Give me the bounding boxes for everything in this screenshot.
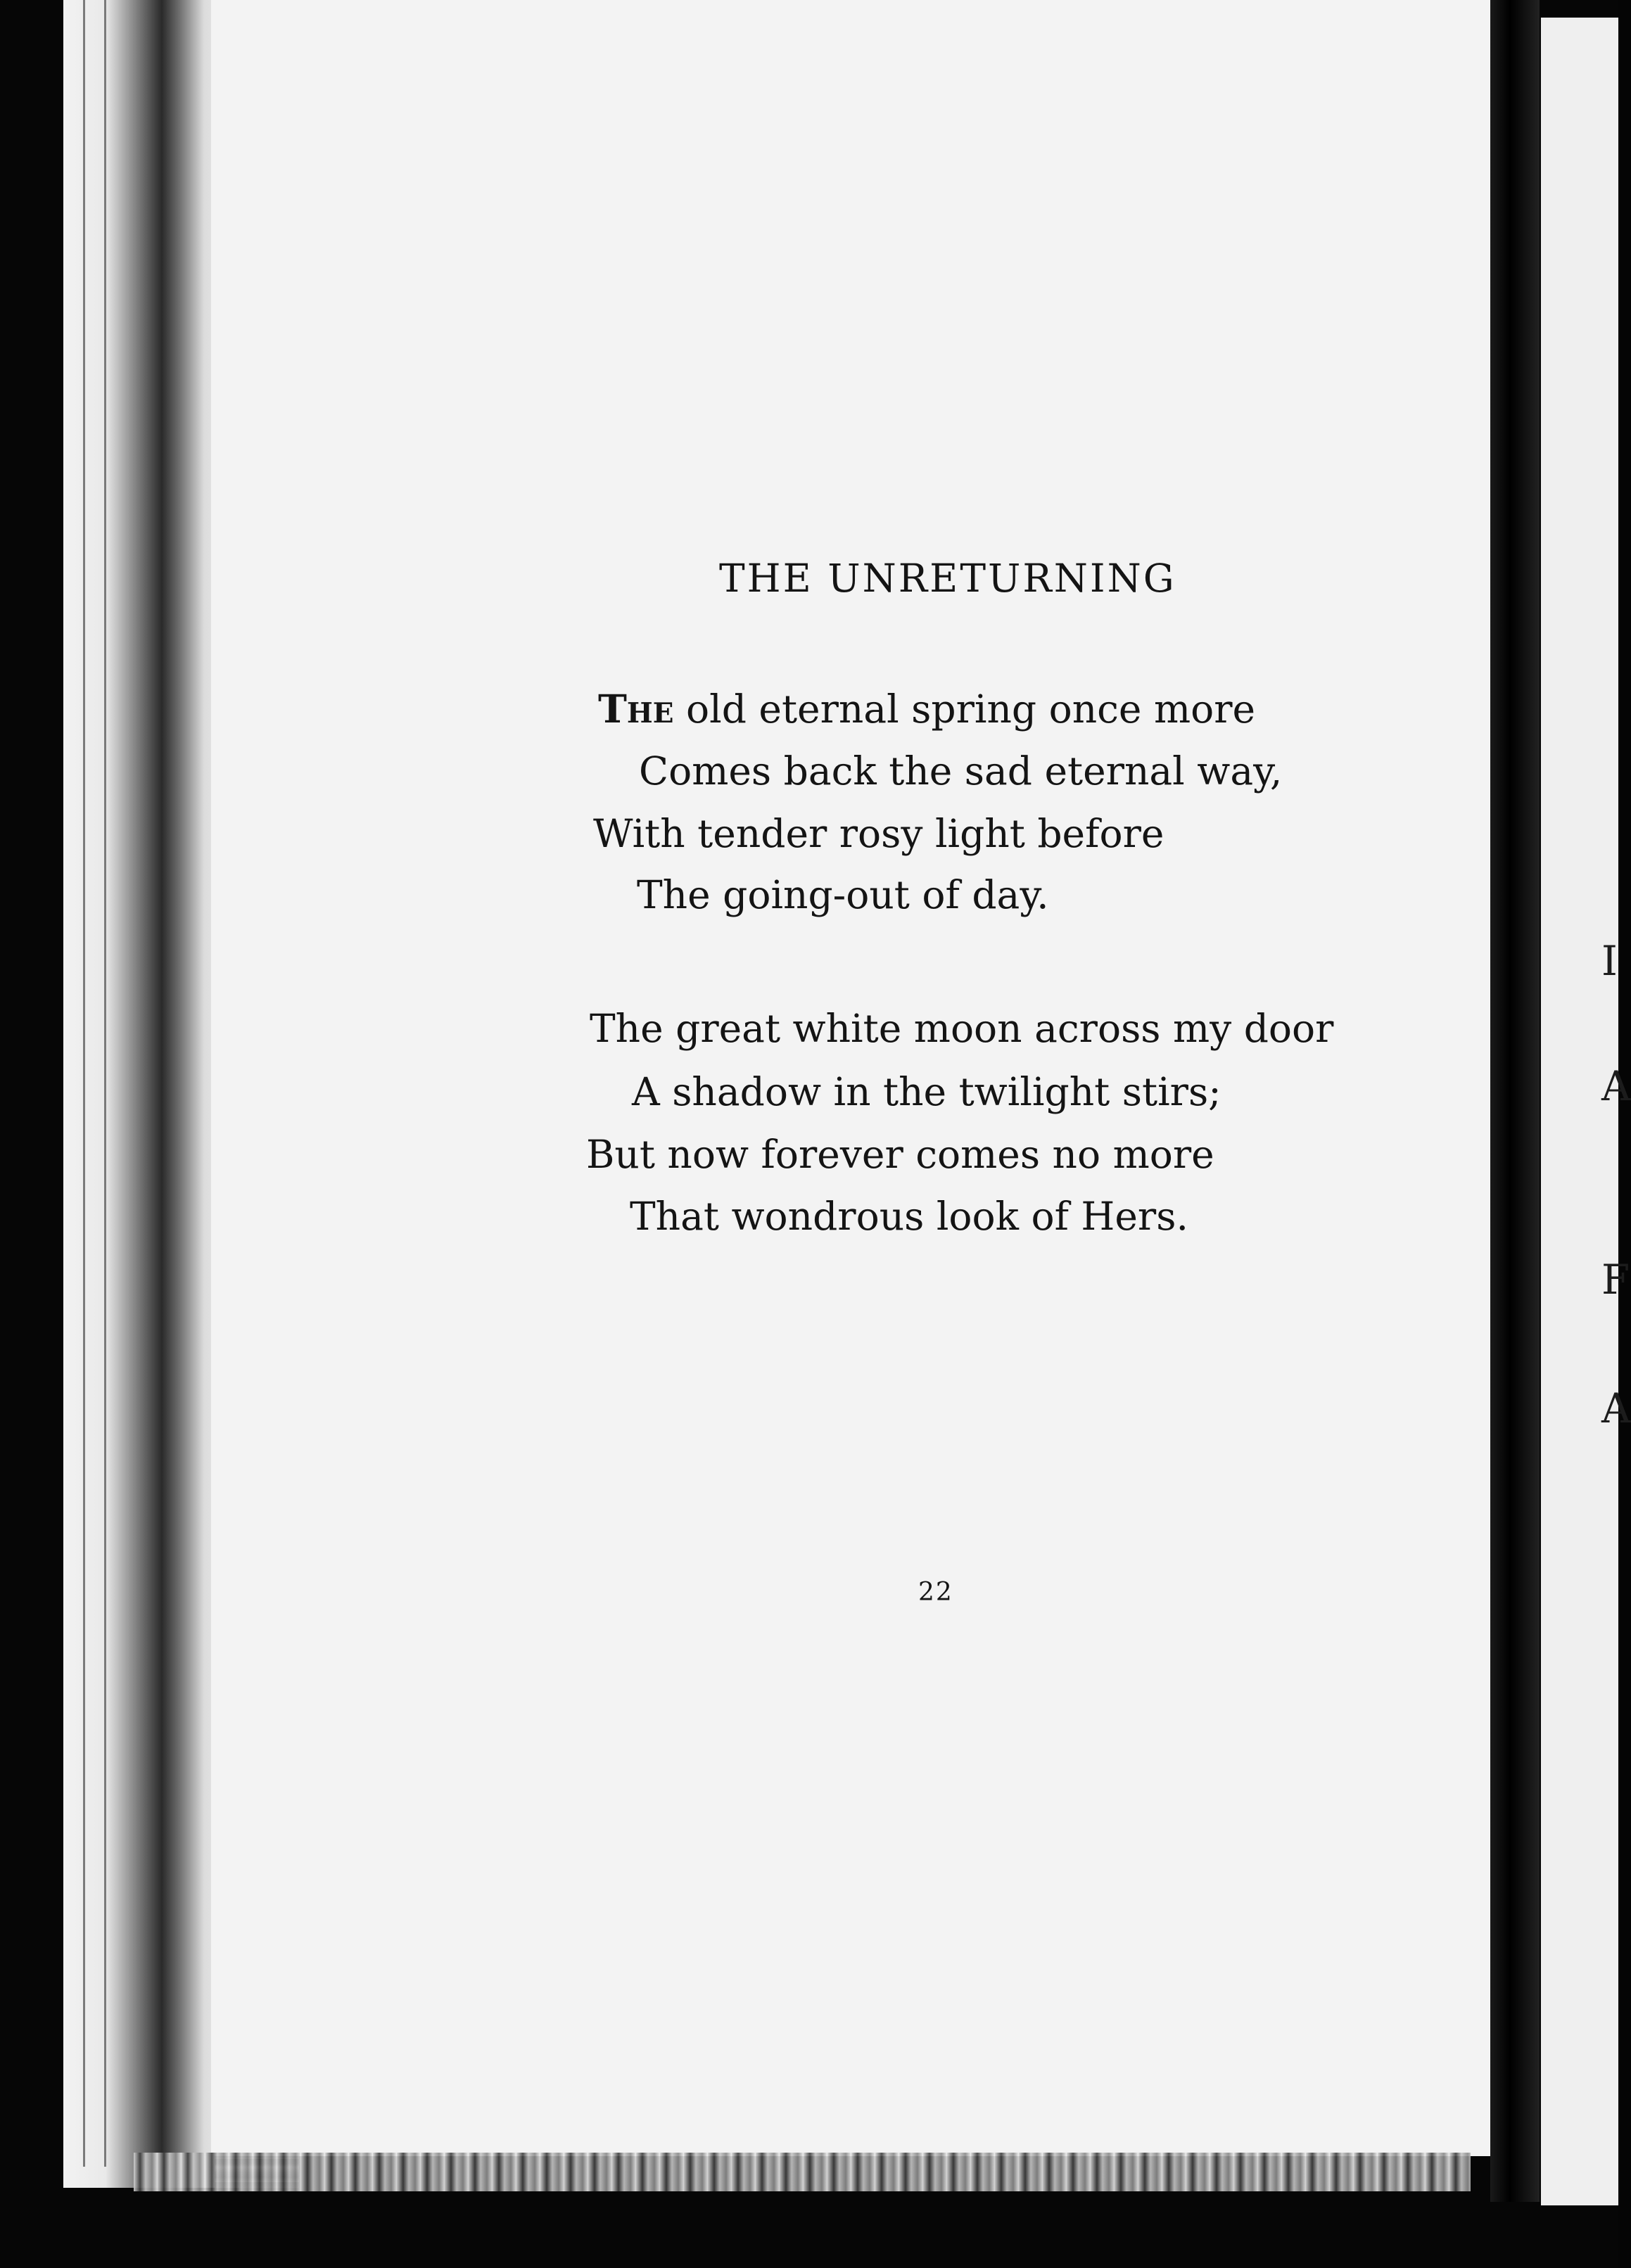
page-edge-line (83, 0, 85, 2167)
page-number: 22 (918, 1578, 953, 1607)
facing-page-letter: A (1601, 1062, 1631, 1110)
poem-line: The great white moon across my door (590, 1006, 1334, 1051)
book-gutter (1490, 0, 1540, 2202)
poem-line: That wondrous look of Hers. (630, 1194, 1188, 1239)
page-edge-line (104, 0, 106, 2167)
page-bottom-edge (134, 2153, 1471, 2191)
facing-page (1541, 18, 1618, 2205)
facing-page-letter: A (1601, 1384, 1631, 1432)
poem-line: But now forever comes no more (586, 1132, 1214, 1177)
poem-line: A shadow in the twilight stirs; (632, 1069, 1221, 1114)
facing-page-letter: F (1601, 1256, 1630, 1304)
poem-line (598, 686, 1256, 732)
facing-page-letter: I (1601, 937, 1618, 985)
poem-line: With tender rosy light before (593, 811, 1164, 856)
poem-line-lead-word: The (598, 686, 674, 732)
poem-line: The going-out of day. (637, 872, 1049, 917)
poem-line-text: old eternal spring once more (673, 687, 1256, 732)
poem-line: Comes back the sad eternal way, (639, 748, 1283, 794)
poem-title: THE UNRETURNING (719, 556, 1176, 601)
